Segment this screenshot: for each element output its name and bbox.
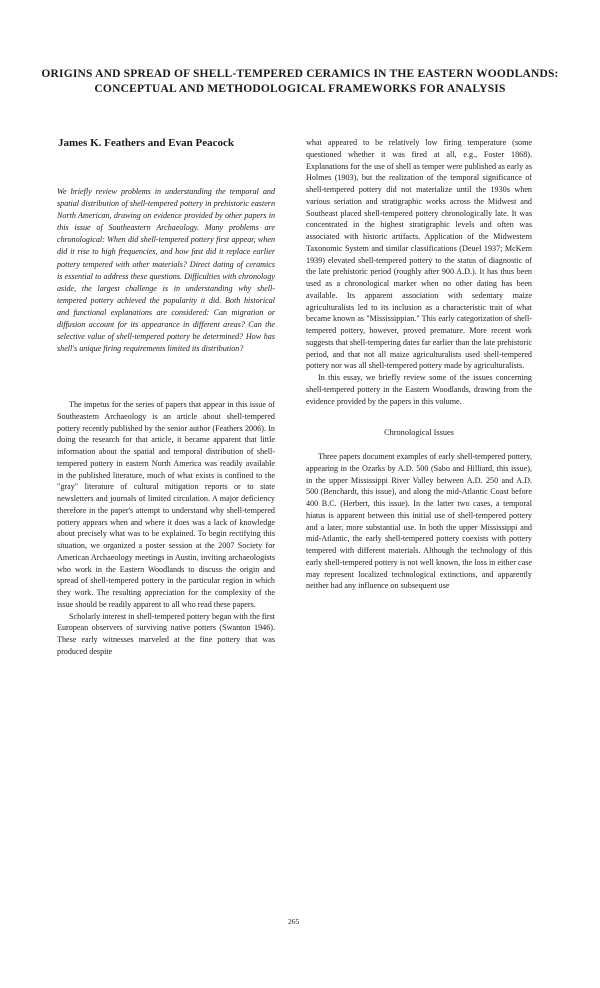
left-column-body (57, 399, 275, 658)
right-column-body (306, 137, 532, 592)
article-title: ORIGINS AND SPREAD OF SHELL-TEMPERED CERAMICS IN THE EASTERN WOODLANDS: CONCEPTUAL AND METHODOLOGICAL FRAMEWORKS FOR ANALYSIS (41, 68, 559, 95)
abstract-text: We briefly review problems in understanding the temporal and spatial distribution of shell-tempered pottery in prehistoric eastern North American, drawing on evidence provided by other papers in this issue of Southeastern Archaeology. Many problems are chronological: When did shell-tempered pottery first appear, when did it rise to high frequencies, and how fast did it replace earlier pottery tempered with other materials? Direct dating of ceramics is essential to address these questions. Difficulties with chronology aside, the largest challenge is in understanding why shell-tempered pottery achieved the popularity it did. Both historical and functional explanations are considered: Can migration or diffusion account for its appearance in different areas? Can the selective value of shell-tempered pottery be determined? How has shell's unique firing requirements limited its distribution? (57, 187, 275, 354)
article-authors: James K. Feathers and Evan Peacock (58, 137, 234, 149)
body-paragraph: Scholarly interest in shell-tempered pottery began with the first European observers of surviving native potters (Swanton 1946). These early witnesses marveled at the fine pottery that was produced despite (57, 611, 275, 656)
page-number: 265 (288, 917, 300, 926)
body-paragraph: In this essay, we briefly review some of the issues concerning shell-tempered pottery in the Eastern Woodlands, drawing from the evidence provided by the papers in this volume. (306, 373, 532, 406)
abstract (57, 186, 275, 355)
body-paragraph: The impetus for the series of papers that appear in this issue of Southeastern Archaeology is an article about shell-tempered pottery recently published by the senior author (Feathers 2006). In doing the research for that article, it became apparent that little information about the spatial and temporal distribution of shell-tempered pottery in eastern North America was readily available in the published literature, much of what exists is confined to the "gray" literature of cultural mitigation reports or to state newsletters and journals of limited circulation. A major deficiency therefore in the paper's attempt to understand why shell-tempered pottery appears when and where it does was a lack of knowledge about precisely what was to be explained. To begin rectifying this situation, we organized a poster session at the 2007 Society for American Archaeology meetings in Austin, inviting archaeologists who work in the Eastern Woodlands to discuss the origin and spread of shell-tempered pottery in the particular region in which they work. The resulting appreciation for the complexity of the issue should be readily apparent to all who read these papers. (57, 400, 275, 609)
body-paragraph: what appeared to be relatively low firing temperature (some questioned whether it was fired at all, e.g., Foster 1868). Explanations for the use of shell as temper were published as early as Holmes (1903), but the realization of the temporal significance of shell-tempered pottery did not materialize until the 1930s when various seriation and stratigraphic works across the Midwest and Southeast placed shell-tempered pottery chronologically late. It was concentrated in the highest stratigraphic levels and often was associated with historic artifacts. Application of the Midwestern Taxonomic System and similar classifications (Deuel 1937; McKern 1939) elevated shell-tempered pottery to the status of diagnostic of the late prehistoric period (roughly after 900 A.D.). It has thus been used as a chronological marker when no other dating has been available. Its apparent association with sedentary maize agriculturalists led to its inclusion as a characteristic trait of what became known as "Mississippian." This early categorization of shell-tempered pottery, however, proved premature. More recent work suggests that shell-tempering dates far earlier than the late prehistoric period, and that not all maize agriculturalists used shell-tempered pottery nor was all shell-tempered pottery made by agriculturalists. (306, 138, 532, 371)
body-paragraph: Three papers document examples of early shell-tempered pottery, appearing in the Ozarks by A.D. 500 (Sabo and Hilliard, this issue), in the upper Mississippi River Valley between A.D. 250 and A.D. 500 (Benchardt, this issue), and along the mid-Atlantic Coast before 400 B.C. (Herbert, this issue). In the latter two cases, a temporal hiatus is apparent between this initial use of shell-tempered pottery and a later, more substantial use. In both the upper Mississippi and mid-Atlantic, the early shell-tempered pottery coexists with pottery tempered with different materials. Although the technology of this early shell-tempered pottery is not well known, the loss in either case may represent localized technological extinctions, and apparently neither had any influence on subsequent use (306, 452, 532, 591)
section-heading: Chronological Issues (384, 428, 454, 438)
